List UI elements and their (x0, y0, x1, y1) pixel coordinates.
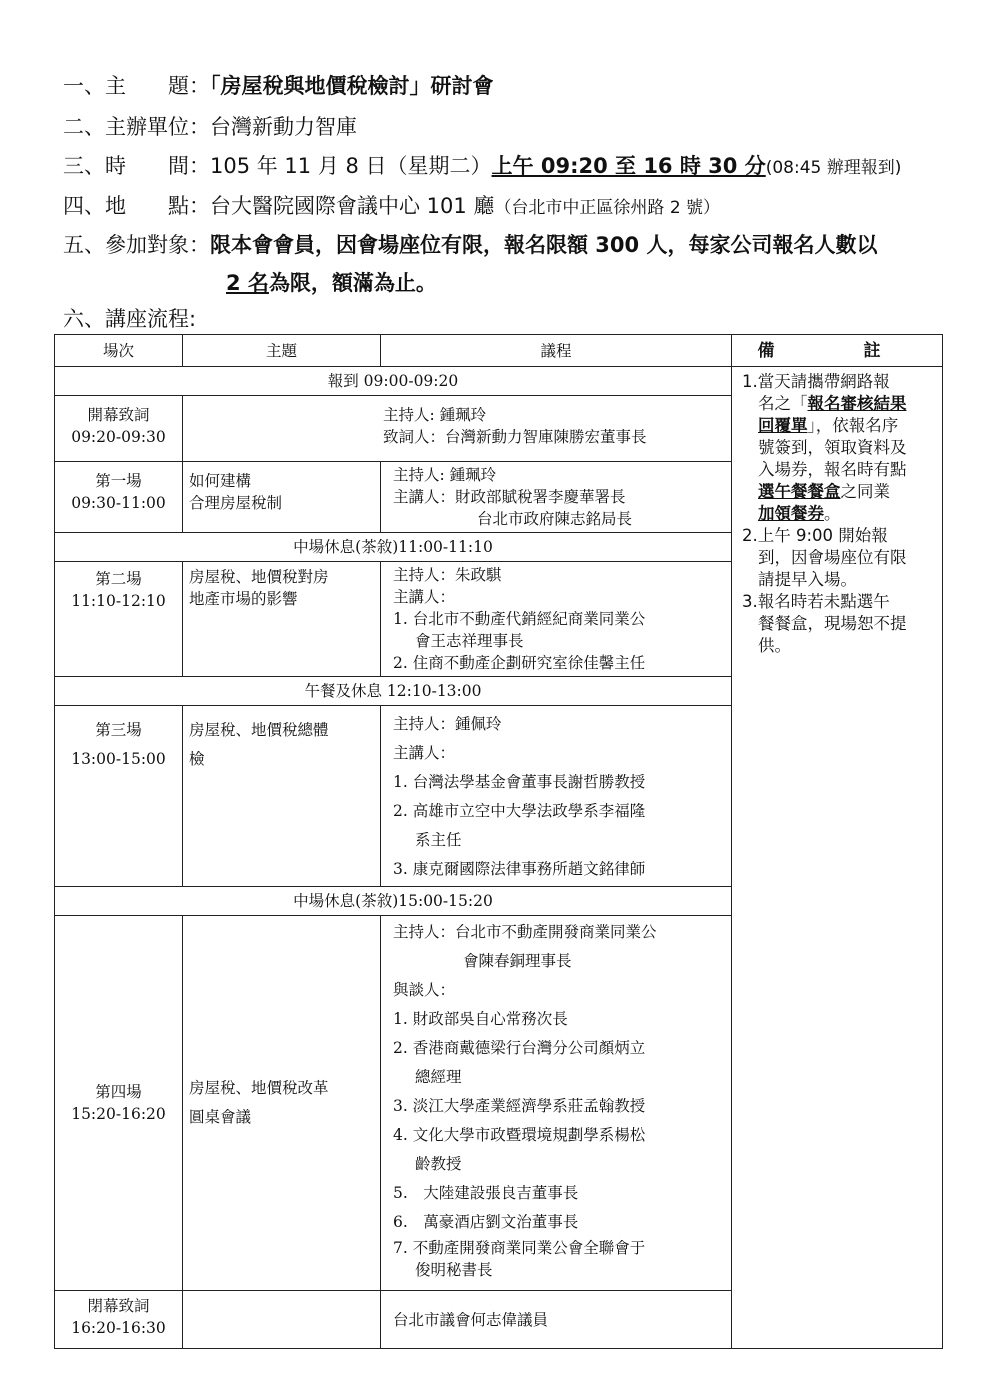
session2-name: 第二場 11:10-12:10 (55, 562, 183, 677)
closing-topic (183, 1291, 381, 1349)
break1-row: 中場休息(茶敘)11:00-11:10 (55, 533, 732, 562)
session4-agenda: 主持人：台北市不動產開發商業同業公 會陳春銅理事長 與談人： 1. 財政部吳自心常務次長 2. 香港商戴德梁行台灣分公司顏炳立 總經理 3. 淡江大學產業經濟學系莊孟翰教授 4. 文化大學市政暨環境規劃學系楊松 齡教授 5. 大陸建設張良吉董事長 6. 萬豪酒店劉文治董事長 7. 不動產開發商業同業公會全聯會于 俊明秘書長 (381, 916, 732, 1291)
time-range: 上午 09:20 至 16 時 30 分 (491, 154, 766, 178)
venue-address: （台北市中正區徐州路 2 號） (494, 198, 721, 218)
closing-speaker: 台北市議會何志偉議員 (381, 1291, 732, 1349)
opening-agenda: 主持人: 鍾珮玲 致詞人：台灣新動力智庫陳勝宏董事長 (183, 396, 732, 462)
time-note: (08:45 辦理報到) (765, 158, 902, 178)
session3-topic: 房屋稅、地價稅總體 檢 (183, 706, 381, 887)
session3-name: 第三場 13:00-15:00 (55, 706, 183, 887)
session4-topic: 房屋稅、地價稅改革 圓桌會議 (183, 916, 381, 1291)
time-line (63, 151, 901, 183)
lunch-row: 午餐及休息 12:10-13:00 (55, 677, 732, 706)
topic-value: 「房屋稅與地價稅檢討」研討會 (210, 74, 494, 98)
audience-line-cont (226, 268, 437, 298)
topic-line (63, 71, 494, 101)
topic-label: 一、主 題： (63, 74, 210, 98)
session1-agenda: 主持人: 鍾珮玲 主講人：財政部賦稅署李慶華署長 台北市政府陳志銘局長 (381, 462, 732, 533)
organizer-line (63, 112, 357, 142)
session1-topic: 如何建構 合理房屋稅制 (183, 462, 381, 533)
audience-limit: 2 名 (226, 271, 269, 295)
time-label: 三、時 間： (63, 154, 210, 178)
schedule-heading: 六、講座流程: (63, 307, 197, 331)
closing-session: 閉幕致詞 16:20-16:30 (55, 1291, 183, 1349)
opening-session: 開幕致詞 09:20-09:30 (55, 396, 183, 462)
header-topic: 主題 (183, 335, 381, 367)
session3-agenda: 主持人：鍾佩玲 主講人： 1. 台灣法學基金會董事長謝哲勝教授 2. 高雄市立空中大學法政學系李福隆 系主任 3. 康克爾國際法律事務所趙文銘律師 (381, 706, 732, 887)
audience-value: 限本會會員，因會場座位有限，報名限額 300 人，每家公司報名人數以 (210, 233, 878, 257)
audience-limit-tail: 為限，額滿為止。 (268, 271, 437, 295)
audience-line (63, 230, 877, 260)
checkin-row: 報到 09:00-09:20 (55, 367, 732, 396)
break2-row: 中場休息(茶敘)15:00-15:20 (55, 887, 732, 916)
header-notes: 備 註 (732, 335, 943, 367)
venue-label: 四、地 點： (63, 194, 210, 218)
header-agenda: 議程 (381, 335, 732, 367)
session1-name: 第一場 09:30-11:00 (55, 462, 183, 533)
audience-label: 五、參加對象： (63, 233, 210, 257)
time-date: 105 年 11 月 8 日（星期二） (210, 154, 492, 178)
session4-name: 第四場 15:20-16:20 (55, 916, 183, 1291)
session2-topic: 房屋稅、地價稅對房 地產市場的影響 (183, 562, 381, 677)
venue-line (63, 191, 720, 223)
organizer-value: 台灣新動力智庫 (210, 115, 357, 139)
schedule-table (54, 334, 943, 1349)
session2-agenda: 主持人：朱政騏 主講人： 1. 台北市不動產代銷經紀商業同業公 會王志祥理事長 2. 住商不動產企劃研究室徐佳馨主任 (381, 562, 732, 677)
header-session: 場次 (55, 335, 183, 367)
notes-cell: 1.當天請攜帶網路報 名之「報名審核結果 回覆單」，依報名序 號簽到，領取資料及 入場券，報名時有點 選午餐餐盒之同業 加領餐券。 2.上午 9:00 開始報 到，因會場座位有限 請提早入場。 3.報名時若未點選午 餐餐盒，現場恕不提 供。 (732, 367, 943, 1349)
venue-value: 台大醫院國際會議中心 101 廳 (210, 194, 495, 218)
organizer-label: 二、主辦單位： (63, 115, 210, 139)
